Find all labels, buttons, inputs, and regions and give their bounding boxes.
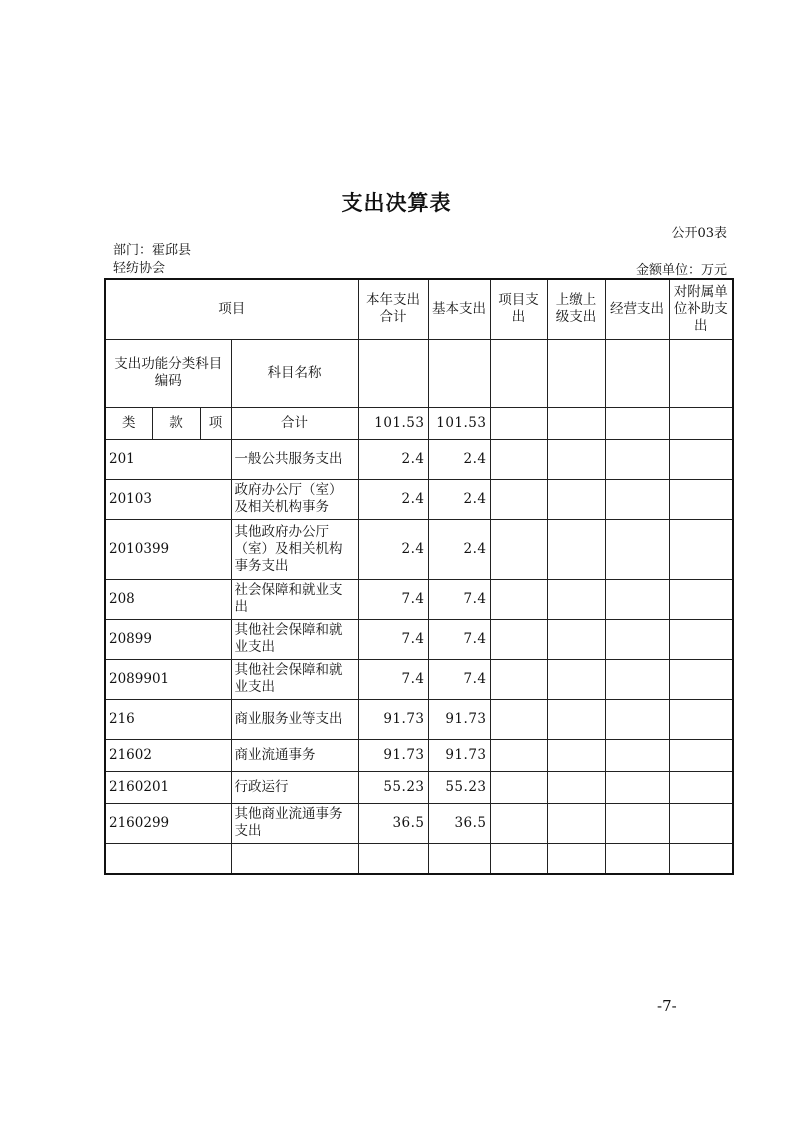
row-code: 208: [105, 579, 231, 619]
row-basic: 36.5: [428, 803, 490, 843]
row-name: 政府办公厅（室）及相关机构事务: [231, 479, 358, 519]
row-name: 其他政府办公厅（室）及相关机构事务支出: [231, 519, 358, 579]
table-row: [105, 659, 733, 699]
expenditure-table: [104, 278, 734, 875]
row-code: 2089901: [105, 659, 231, 699]
row-total: 91.73: [358, 739, 428, 771]
row-basic: 2.4: [428, 479, 490, 519]
form-number: 公开03表: [671, 226, 727, 241]
header-lei: 类: [105, 407, 152, 439]
department-name: 部门：霍邱县: [113, 243, 192, 258]
row-name: 一般公共服务支出: [231, 439, 358, 479]
row-name: 商业服务业等支出: [231, 699, 358, 739]
table-row: [105, 699, 733, 739]
header-project: 项目支出: [490, 279, 547, 339]
amount-unit: 金额单位：万元: [635, 263, 727, 278]
row-total: 7.4: [358, 619, 428, 659]
row-total: 7.4: [358, 579, 428, 619]
table-row: [105, 803, 733, 843]
row-code: 20103: [105, 479, 231, 519]
row-basic: 7.4: [428, 619, 490, 659]
row-total: 2.4: [358, 439, 428, 479]
row-name: 其他社会保障和就业支出: [231, 659, 358, 699]
row-name: 社会保障和就业支出: [231, 579, 358, 619]
page-title: 支出决算表: [341, 191, 452, 215]
table-row: [105, 619, 733, 659]
page-number: -7-: [657, 997, 677, 1015]
table-row: [105, 479, 733, 519]
department-sub-name: 轻纺协会: [113, 261, 166, 276]
totals-label: 合计: [231, 407, 358, 439]
row-code: 21602: [105, 739, 231, 771]
row-code: 201: [105, 439, 231, 479]
table-row: [105, 519, 733, 579]
row-code: 2160201: [105, 771, 231, 803]
row-total: 2.4: [358, 479, 428, 519]
row-code: 20899: [105, 619, 231, 659]
table-row: [105, 439, 733, 479]
row-code: 2160299: [105, 803, 231, 843]
row-total: 91.73: [358, 699, 428, 739]
header-item: 项目: [105, 279, 358, 339]
header-business: 经营支出: [605, 279, 669, 339]
row-basic: 91.73: [428, 699, 490, 739]
subheader-row: [105, 339, 733, 407]
header-upper: 上缴上级支出: [547, 279, 605, 339]
row-basic: 91.73: [428, 739, 490, 771]
header-subject-name: 科目名称: [231, 339, 358, 407]
table-row: [105, 579, 733, 619]
header-basic: 基本支出: [428, 279, 490, 339]
header-total: 本年支出合计: [358, 279, 428, 339]
row-total: 36.5: [358, 803, 428, 843]
header-subsidy: 对附属单位补助支出: [669, 279, 733, 339]
header-row: [105, 279, 733, 339]
row-basic: 2.4: [428, 439, 490, 479]
row-name: 其他商业流通事务支出: [231, 803, 358, 843]
totals-row: [105, 407, 733, 439]
row-code: 2010399: [105, 519, 231, 579]
empty-row: [105, 843, 733, 874]
table-row: [105, 771, 733, 803]
row-name: 商业流通事务: [231, 739, 358, 771]
row-name: 行政运行: [231, 771, 358, 803]
row-name: 其他社会保障和就业支出: [231, 619, 358, 659]
header-xiang: 项: [200, 407, 231, 439]
row-total: 7.4: [358, 659, 428, 699]
row-basic: 55.23: [428, 771, 490, 803]
header-kuan: 款: [152, 407, 200, 439]
row-basic: 7.4: [428, 579, 490, 619]
department-label: [113, 242, 191, 278]
row-total: 2.4: [358, 519, 428, 579]
table-row: [105, 739, 733, 771]
totals-total: 101.53: [358, 407, 428, 439]
row-basic: 2.4: [428, 519, 490, 579]
row-total: 55.23: [358, 771, 428, 803]
header-func-code: 支出功能分类科目编码: [105, 339, 231, 407]
totals-basic: 101.53: [428, 407, 490, 439]
row-basic: 7.4: [428, 659, 490, 699]
row-code: 216: [105, 699, 231, 739]
